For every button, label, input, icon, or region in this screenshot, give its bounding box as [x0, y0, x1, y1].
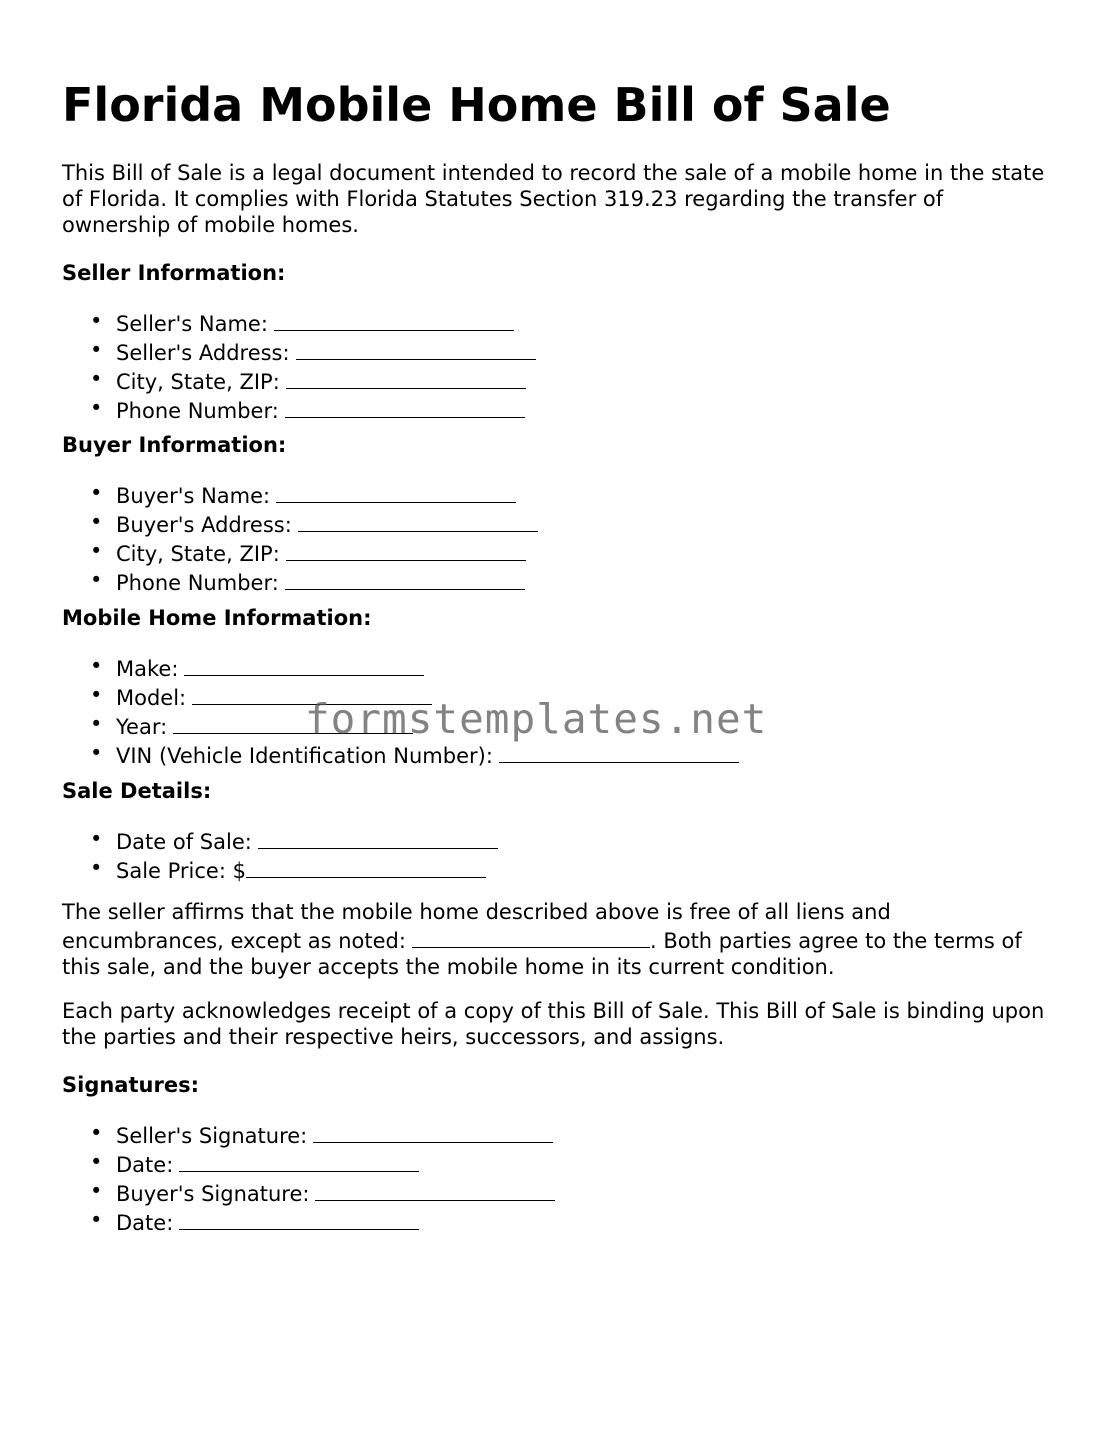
field-label: Phone Number: — [116, 399, 279, 423]
seller-date-blank[interactable] — [179, 1149, 419, 1172]
make-item — [62, 653, 739, 682]
affirmation-text-1: The seller affirms that the mobile home described above is free of all liens and encumbrances, except as noted: — [62, 900, 891, 953]
seller-city-state-zip-blank[interactable] — [286, 366, 526, 389]
buyer-phone-blank[interactable] — [285, 567, 525, 590]
mobile-home-section-heading: Mobile Home Information: — [62, 606, 372, 630]
field-label: Year: — [116, 715, 168, 739]
buyer-signature-blank[interactable] — [315, 1178, 555, 1201]
seller-date-item — [62, 1149, 555, 1178]
seller-name-blank[interactable] — [274, 308, 514, 331]
field-label: Seller's Address: — [116, 341, 290, 365]
affirmation-paragraph — [62, 899, 1052, 980]
date-of-sale-blank[interactable] — [258, 826, 498, 849]
field-label: Make: — [116, 657, 179, 681]
signatures-section-heading: Signatures: — [62, 1073, 199, 1097]
seller-section-heading: Seller Information: — [62, 261, 286, 285]
date-of-sale-item — [62, 826, 498, 855]
seller-name-item — [62, 308, 536, 337]
vin-item — [62, 740, 739, 769]
buyer-phone-item — [62, 567, 538, 596]
buyer-signature-item — [62, 1178, 555, 1207]
buyer-date-blank[interactable] — [179, 1207, 419, 1230]
sale-price-blank[interactable] — [246, 855, 486, 878]
buyer-name-item — [62, 480, 538, 509]
buyer-address-blank[interactable] — [298, 509, 538, 532]
buyer-section-heading: Buyer Information: — [62, 433, 287, 457]
field-label: Buyer's Signature: — [116, 1182, 310, 1206]
signatures-field-list — [62, 1120, 555, 1236]
field-label: City, State, ZIP: — [116, 370, 280, 394]
field-label: Model: — [116, 686, 187, 710]
sale-details-field-list — [62, 826, 498, 884]
seller-phone-item — [62, 395, 536, 424]
acknowledgement-paragraph: Each party acknowledges receipt of a copy of this Bill of Sale. This Bill of Sale is binding upon the parties and their respective heirs, successors, and assigns. — [62, 999, 1045, 1049]
seller-city-state-zip-item — [62, 366, 536, 395]
buyer-city-state-zip-blank[interactable] — [286, 538, 526, 561]
field-label: Phone Number: — [116, 571, 279, 595]
field-label: Buyer's Address: — [116, 513, 292, 537]
buyer-name-blank[interactable] — [276, 480, 516, 503]
field-label: Date of Sale: — [116, 830, 252, 854]
intro-paragraph: This Bill of Sale is a legal document intended to record the sale of a mobile home in the state of Florida. It complies with Florida Statutes Section 319.23 regarding the transfer of ownership of mobile homes. — [62, 161, 1045, 237]
make-blank[interactable] — [184, 653, 424, 676]
field-label: Sale Price: $ — [116, 859, 246, 883]
field-label: Seller's Name: — [116, 312, 268, 336]
seller-phone-blank[interactable] — [285, 395, 525, 418]
buyer-date-item — [62, 1207, 555, 1236]
field-label: Buyer's Name: — [116, 484, 271, 508]
field-label: Date: — [116, 1153, 174, 1177]
affirmation-text-2: . Both parties agree to the terms of this sale, and the buyer accepts the mobile home in its current condition. — [62, 929, 1022, 979]
sale-details-section-heading: Sale Details: — [62, 779, 212, 803]
seller-signature-item — [62, 1120, 555, 1149]
liens-noted-blank[interactable] — [412, 925, 650, 948]
buyer-city-state-zip-item — [62, 538, 538, 567]
field-label: Seller's Signature: — [116, 1124, 308, 1148]
page-title: Florida Mobile Home Bill of Sale — [62, 78, 891, 132]
field-label: Date: — [116, 1211, 174, 1235]
field-label: City, State, ZIP: — [116, 542, 280, 566]
seller-signature-blank[interactable] — [313, 1120, 553, 1143]
seller-address-item — [62, 337, 536, 366]
watermark: formstemplates.net — [305, 695, 768, 743]
field-label: VIN (Vehicle Identification Number): — [116, 744, 493, 768]
buyer-field-list — [62, 480, 538, 596]
vin-blank[interactable] — [499, 740, 739, 763]
buyer-address-item — [62, 509, 538, 538]
sale-price-item — [62, 855, 498, 884]
seller-field-list — [62, 308, 536, 424]
seller-address-blank[interactable] — [296, 337, 536, 360]
